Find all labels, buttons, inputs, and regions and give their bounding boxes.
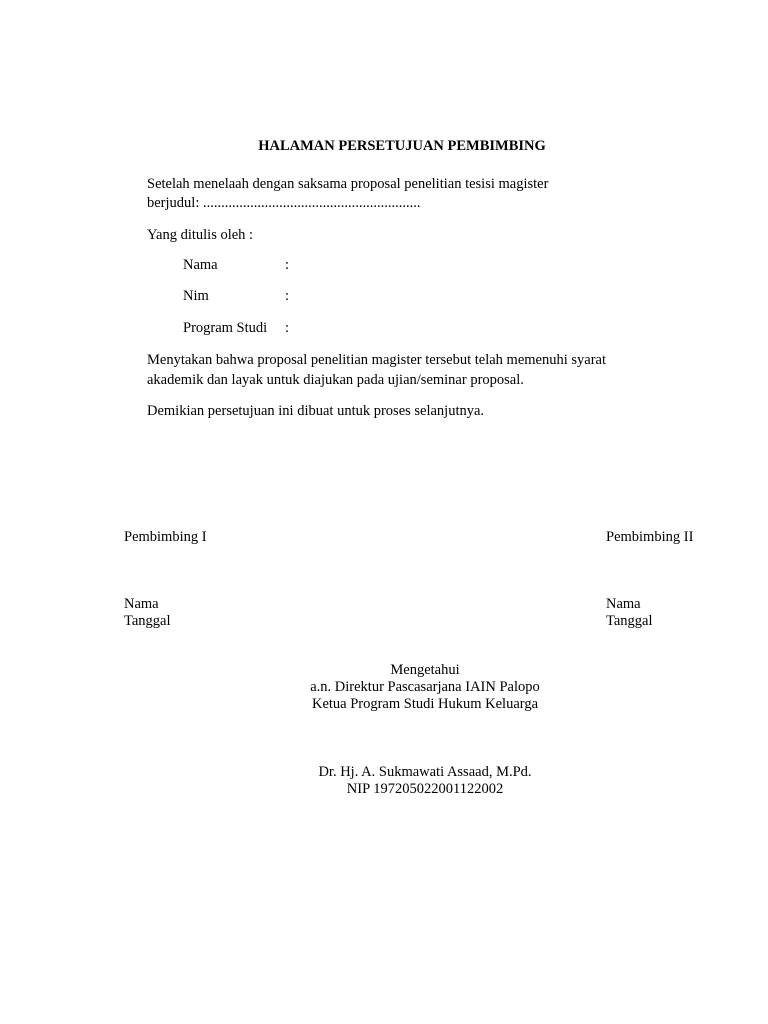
field-colon: :: [285, 257, 290, 273]
field-colon: :: [285, 288, 290, 304]
field-label: Nama: [183, 257, 218, 273]
signer-name: Dr. Hj. A. Sukmawati Assaad, M.Pd.: [318, 764, 532, 780]
intro-line-1: Setelah menelaah dengan saksama proposal penelitian tesisi magister: [147, 176, 549, 192]
field-label: Nim: [183, 288, 209, 304]
signature-right-name-label: Nama: [606, 596, 641, 612]
written-by-label: Yang ditulis oleh :: [147, 227, 254, 243]
acknowledgement-line-2: Ketua Program Studi Hukum Keluarga: [311, 696, 539, 712]
signer-nip: NIP 197205022001122002: [346, 781, 504, 797]
intro-line-2: berjudul: ............................................................: [147, 195, 421, 211]
signature-left-name-label: Nama: [124, 596, 159, 612]
statement-line-2: akademik dan layak untuk diajukan pada ujian/seminar proposal.: [147, 372, 524, 388]
signature-left-role: Pembimbing I: [124, 529, 207, 545]
signature-right-date-label: Tanggal: [606, 613, 653, 629]
signature-left-date-label: Tanggal: [124, 613, 171, 629]
acknowledgement-heading: Mengetahui: [390, 662, 460, 678]
statement-line-1: Menytakan bahwa proposal penelitian magister tersebut telah memenuhi syarat: [147, 352, 607, 368]
field-label: Program Studi: [183, 320, 268, 336]
signature-right-role: Pembimbing II: [606, 529, 694, 545]
page-title: HALAMAN PERSETUJUAN PEMBIMBING: [258, 138, 546, 154]
acknowledgement-line-1: a.n. Direktur Pascasarjana IAIN Palopo: [310, 679, 540, 695]
field-colon: :: [285, 320, 290, 336]
closing-text: Demikian persetujuan ini dibuat untuk proses selanjutnya.: [147, 403, 485, 419]
